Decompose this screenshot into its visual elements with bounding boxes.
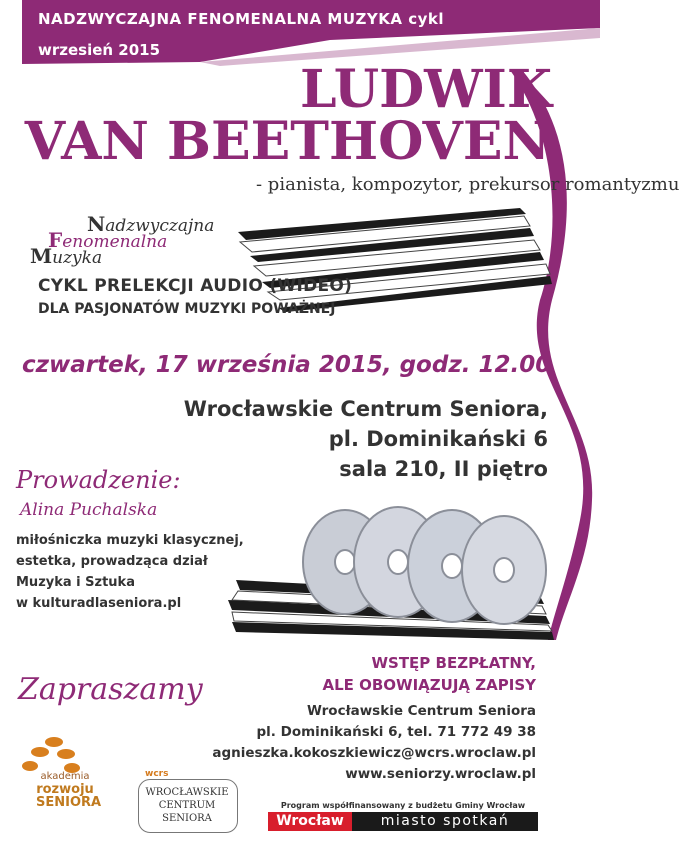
wcrs-logo-line: CENTRUM [158, 800, 216, 811]
contact-organization: Wrocławskie Centrum Seniora [307, 703, 536, 719]
composer-description: - pianista, kompozytor, prekursor romantyzmu [256, 174, 679, 195]
host-name: Alina Puchalska [20, 500, 158, 520]
contact-address-phone: pl. Dominikański 6, tel. 71 772 49 38 [256, 724, 536, 740]
entry-free: WSTĘP BEZPŁATNY, [371, 654, 536, 672]
entry-registration: ALE OBOWIĄZUJĄ ZAPISY [322, 676, 536, 694]
wcrs-logo-line: WROCŁAWSKIE [145, 787, 229, 798]
venue-room: sala 210, II piętro [339, 457, 548, 481]
composer-first-name: LUDWIK [300, 59, 553, 120]
event-date: czwartek, 17 września 2015, godz. 12.00 [22, 352, 552, 378]
academy-logo-line: SENIORA [36, 795, 102, 810]
oak-leaf-icon [22, 737, 80, 773]
series-logo-line1: Nadzwyczajna [87, 212, 215, 236]
contact-email-link[interactable]: agnieszka.kokoszkiewicz@wcrs.wroclaw.pl [212, 745, 536, 761]
cycle-audience: DLA PASJONATÓW MUZYKI POWAŻNEJ [38, 301, 336, 317]
venue-address: pl. Dominikański 6 [328, 427, 548, 451]
city-name: Wrocław [268, 812, 352, 831]
composer-last-name: VAN BEETHOVEN [24, 111, 550, 172]
series-logo-line2: Fenomenalna [48, 228, 168, 252]
funding-note: Program współfinansowany z budżetu Gminy Wrocław [280, 801, 526, 810]
cd-stack-illustration [303, 507, 546, 624]
academy-logo-line: rozwoju [36, 782, 94, 797]
city-slogan: miasto spotkań [352, 812, 538, 831]
host-label: Prowadzenie: [16, 466, 181, 494]
venue-name: Wrocławskie Centrum Seniora, [183, 397, 548, 421]
host-description-line: estetka, prowadząca dział [16, 554, 208, 569]
wcrs-logo [140, 786, 234, 825]
cycle-title: CYKL PRELEKCJI AUDIO (WIDEO) [38, 276, 353, 296]
series-logo-line3: Muzyka [30, 244, 103, 268]
wcrs-logo-abbrev: wcrs [145, 769, 169, 779]
host-description-line: Muzyka i Sztuka [16, 575, 135, 590]
invitation: Zapraszamy [18, 672, 203, 707]
city-logo [268, 812, 538, 831]
contact-website-link[interactable]: www.seniorzy.wroclaw.pl [345, 766, 536, 782]
academy-logo [36, 770, 102, 810]
academy-logo-line: akademia [40, 771, 90, 782]
wcrs-logo-line: SENIORA [162, 813, 212, 824]
header-date: wrzesień 2015 [38, 41, 161, 59]
host-description-line: miłośniczka muzyki klasycznej, [16, 533, 244, 548]
host-description [16, 530, 316, 614]
host-description-line[interactable]: w kulturadlaseniora.pl [16, 596, 182, 611]
header-series-title: NADZWYCZAJNA FENOMENALNA MUZYKA cykl [38, 10, 444, 28]
